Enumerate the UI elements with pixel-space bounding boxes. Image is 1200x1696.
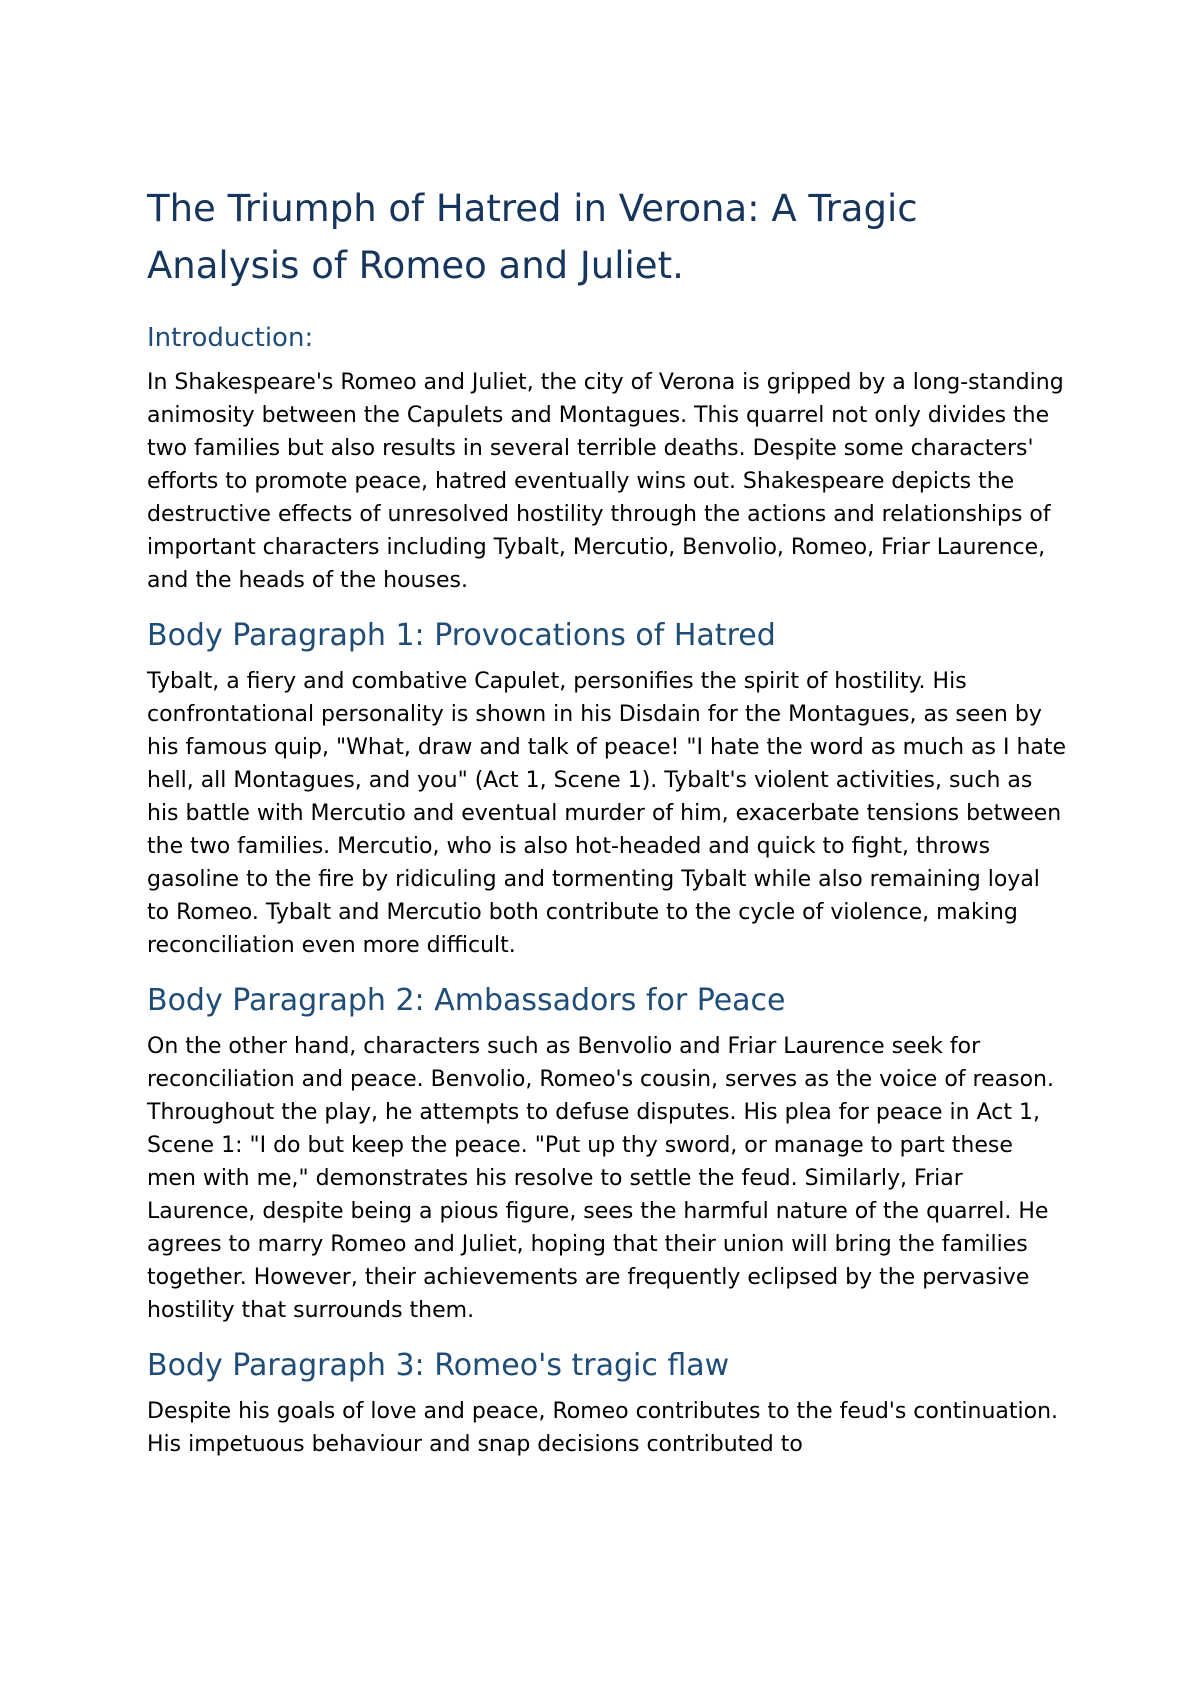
section-heading-introduction: Introduction: bbox=[147, 323, 314, 353]
document-title: The Triumph of Hatred in Verona: A Tragic Analysis of Romeo and Juliet. bbox=[147, 187, 918, 287]
section-body-body-paragraph-2: On the other hand, characters such as Benvolio and Friar Laurence seek for reconciliation and peace. Benvolio, Romeo's cousin, serves as the voice of reason. Throughout the play, he attempts to defuse disputes. His plea for peace in Act 1, Scene 1: "I do but keep the peace. "Put up thy sword, or manage to part these men with me," demonstrates his resolve to settle the feud. Similarly, Friar Laurence, despite being a pious figure, sees the harmful nature of the quarrel. He agrees to marry Romeo and Juliet, hoping that their union will bring the families together. However, their achievements are frequently eclipsed by the pervasive hostility that surrounds them. bbox=[147, 1034, 1054, 1323]
section-heading-body-paragraph-3: Body Paragraph 3: Romeo's tragic flaw bbox=[147, 1348, 730, 1383]
section-body-body-paragraph-1: Tybalt, a fiery and combative Capulet, personifies the spirit of hostility. His confrontational personality is shown in his Disdain for the Montagues, as seen by his famous quip, "What, draw and talk of peace! "I hate the word as much as I hate hell, all Montagues, and you" (Act 1, Scene 1). Tybalt's violent activities, such as his battle with Mercutio and eventual murder of him, exacerbate tensions between the two families. Mercutio, who is also hot-headed and quick to fight, throws gasoline to the fire by ridiculing and tormenting Tybalt while also remaining loyal to Romeo. Tybalt and Mercutio both contribute to the cycle of violence, making reconciliation even more difficult. bbox=[147, 669, 1067, 958]
section-heading-body-paragraph-1: Body Paragraph 1: Provocations of Hatred bbox=[147, 618, 776, 653]
section-heading-body-paragraph-2: Body Paragraph 2: Ambassadors for Peace bbox=[147, 983, 786, 1018]
document-page bbox=[147, 180, 1067, 1477]
section-body-body-paragraph-3: Despite his goals of love and peace, Romeo contributes to the feud's continuation. His impetuous behaviour and snap decisions contributed to bbox=[147, 1399, 1059, 1457]
section-body-introduction: In Shakespeare's Romeo and Juliet, the city of Verona is gripped by a long-standing animosity between the Capulets and Montagues. This quarrel not only divides the two families but also results in several terrible deaths. Despite some characters' efforts to promote peace, hatred eventually wins out. Shakespeare depicts the destructive effects of unresolved hostility through the actions and relationships of important characters including Tybalt, Mercutio, Benvolio, Romeo, Friar Laurence, and the heads of the houses. bbox=[147, 370, 1064, 593]
